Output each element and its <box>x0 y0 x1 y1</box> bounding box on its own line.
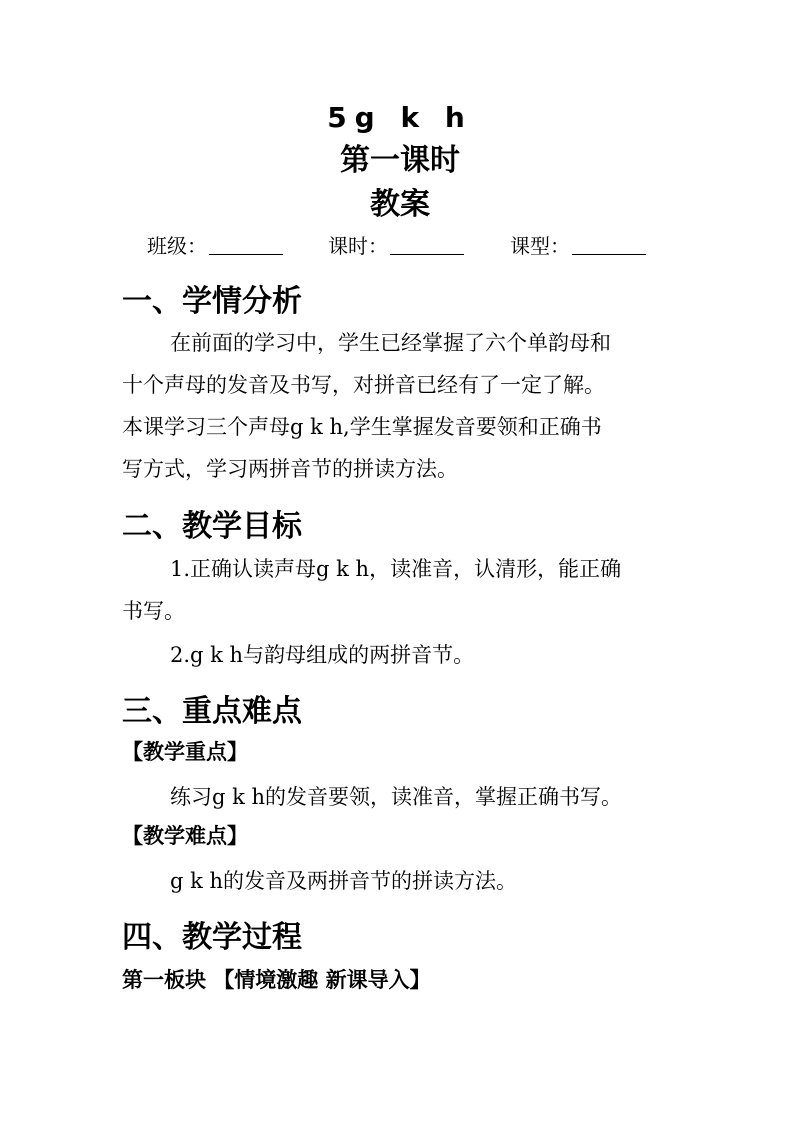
type-label: 课型： <box>510 234 570 258</box>
type-field <box>510 228 646 264</box>
hour-label: 课时： <box>328 234 388 258</box>
section-2-heading: 二、教学目标 <box>122 509 302 544</box>
section-1-line-4: 写方式，学习两拼音节的拼读方法。 <box>122 457 458 481</box>
period-title: 第一课时 <box>340 143 460 178</box>
goal-1-line-1: 1.正确认读声母g k h，读准音，认清形，能正确 <box>170 557 622 581</box>
section-1-line-1: 在前面的学习中，学生已经掌握了六个单韵母和 <box>170 331 611 355</box>
hour-field <box>328 228 464 264</box>
class-label: 班级： <box>147 234 207 258</box>
type-blank <box>572 228 646 255</box>
goal-2: 2.g k h与韵母组成的两拼音节。 <box>170 643 475 667</box>
lesson-title: 5g k h <box>327 101 473 134</box>
class-blank <box>209 228 283 255</box>
section-1-line-3: 本课学习三个声母g k h,学生掌握发音要领和正确书 <box>122 415 602 439</box>
key-point-text: 练习g k h的发音要领，读准音，掌握正确书写。 <box>170 785 623 809</box>
section-3-heading: 三、重点难点 <box>122 694 302 729</box>
section-1-heading: 一、学情分析 <box>122 284 302 319</box>
section-4-heading: 四、教学过程 <box>122 920 302 955</box>
class-field <box>147 228 283 264</box>
goal-1-line-2: 书写。 <box>122 599 185 623</box>
block-1-title: 第一板块 【情境激趣 新课导入】 <box>122 967 431 992</box>
section-1-line-2: 十个声母的发音及书写，对拼音已经有了一定了解。 <box>122 373 605 397</box>
doc-type-title: 教案 <box>370 187 430 222</box>
difficulty-label: 【教学难点】 <box>122 823 248 848</box>
difficulty-text: g k h的发音及两拼音节的拼读方法。 <box>170 869 518 893</box>
key-point-label: 【教学重点】 <box>122 739 248 764</box>
hour-blank <box>390 228 464 255</box>
